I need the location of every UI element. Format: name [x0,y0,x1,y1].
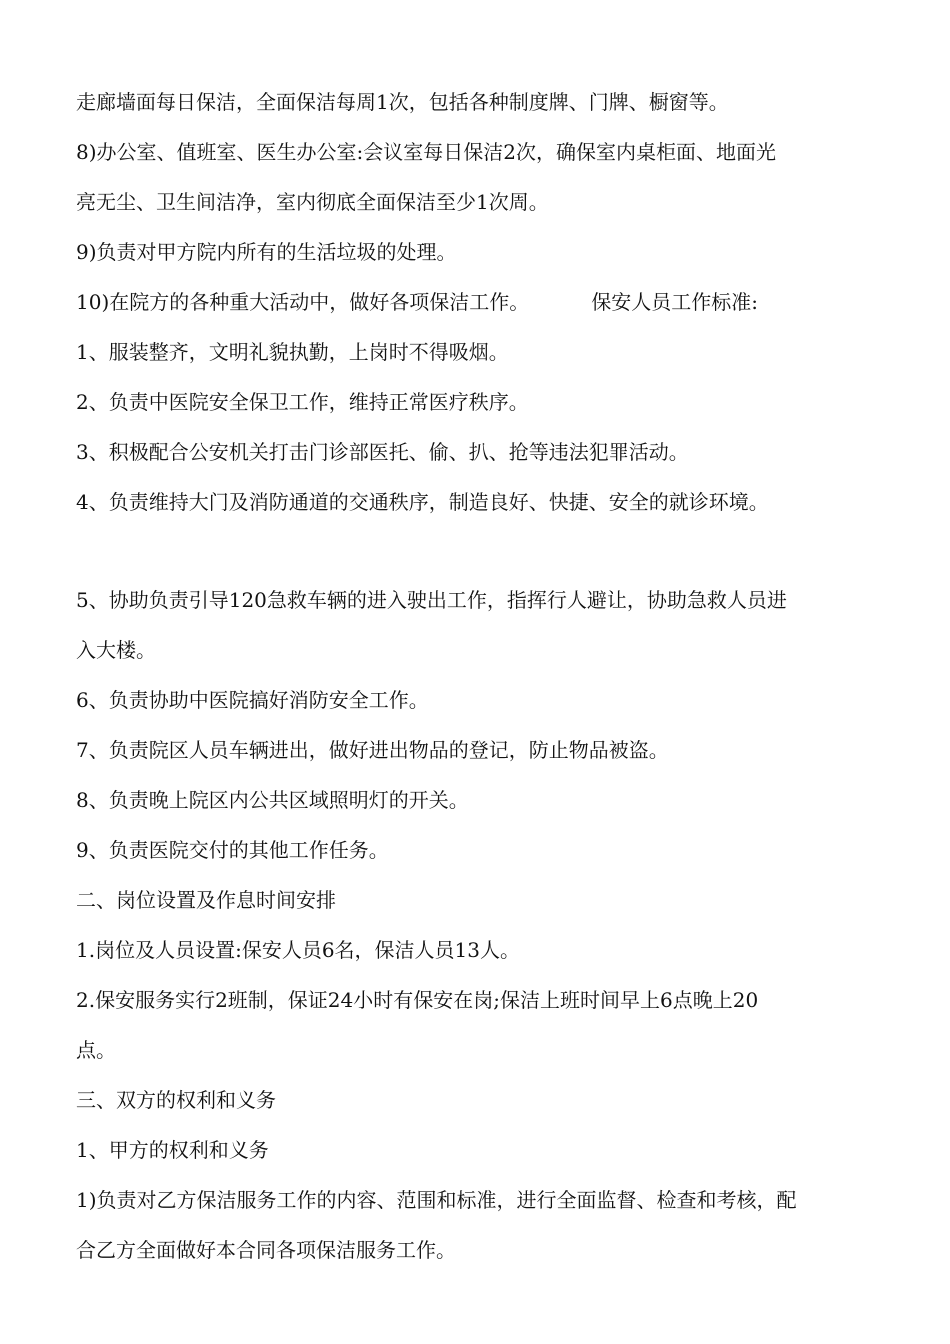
text-line: 3、积极配合公安机关打击门诊部医托、偷、扒、抢等违法犯罪活动。 [76,440,689,464]
text-line: 4、负责维持大门及消防通道的交通秩序，制造良好、快捷、安全的就诊环境。 [76,490,769,514]
text-line: 8、负责晚上院区内公共区域照明灯的开关。 [76,788,469,812]
text-line: 1)负责对乙方保洁服务工作的内容、范围和标准，进行全面监督、检查和考核，配 [76,1188,797,1212]
text-line: 1.岗位及人员设置:保安人员6名，保洁人员13人。 [76,938,520,962]
text-line: 入大楼。 [76,638,156,662]
text-line: 1、服装整齐，文明礼貌执勤，上岗时不得吸烟。 [76,340,509,364]
subsection-heading: 1、甲方的权利和义务 [76,1138,269,1162]
section-heading: 二、岗位设置及作息时间安排 [76,888,336,912]
text-line: 2、负责中医院安全保卫工作，维持正常医疗秩序。 [76,390,529,414]
text-line: 点。 [76,1038,116,1062]
text-line: 合乙方全面做好本合同各项保洁服务工作。 [76,1238,456,1262]
text-line: 9、负责医院交付的其他工作任务。 [76,838,389,862]
text-line: 5、协助负责引导120急救车辆的进入驶出工作，指挥行人避让，协助急救人员进 [76,588,787,612]
text-line: 走廊墙面每日保洁，全面保洁每周1次，包括各种制度牌、门牌、橱窗等。 [76,90,729,114]
text-line: 亮无尘、卫生间洁净，室内彻底全面保洁至少1次周。 [76,190,549,214]
text-line: 6、负责协助中医院搞好消防安全工作。 [76,688,429,712]
text-line: 7、负责院区人员车辆进出，做好进出物品的登记，防止物品被盗。 [76,738,669,762]
text-line: 9)负责对甲方院内所有的生活垃圾的处理。 [76,240,457,264]
text-line-combined [76,288,880,316]
text-segment: 10)在院方的各种重大活动中，做好各项保洁工作。 [76,290,530,314]
section-heading: 三、双方的权利和义务 [76,1088,276,1112]
text-line: 8)办公室、值班室、医生办公室:会议室每日保洁2次，确保室内桌柜面、地面光 [76,140,776,164]
section-heading: 保安人员工作标准: [591,290,759,314]
text-line: 2.保安服务实行2班制，保证24小时有保安在岗;保洁上班时间早上6点晚上20 [76,988,759,1012]
